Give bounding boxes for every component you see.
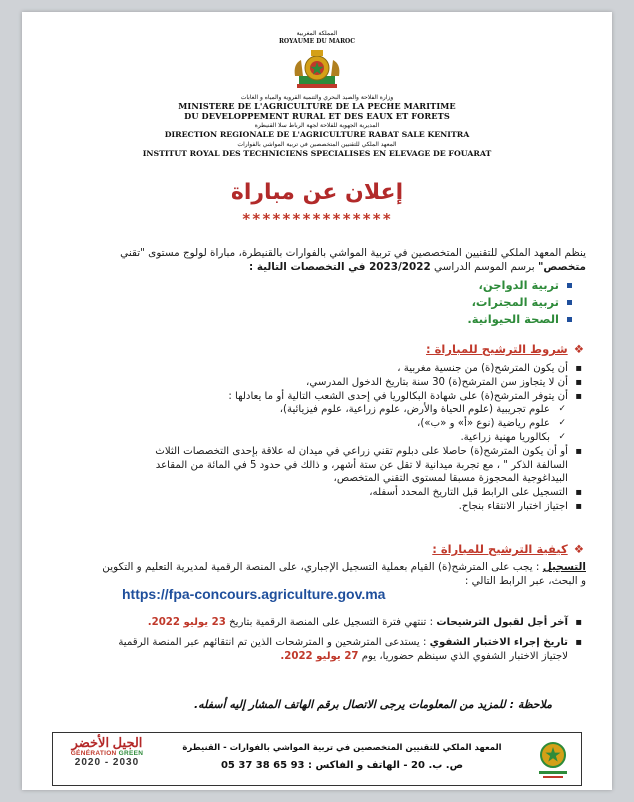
condition-selection-exam: ▪ اجتياز اختبار الانتقاء بنجاح. (42, 500, 582, 514)
bullet-square-icon (567, 283, 572, 288)
dates-list (42, 616, 582, 663)
ministry-fr-line1: MINISTERE DE L'AGRICULTURE DE LA PECHE MARITIME (178, 101, 456, 111)
conditions-heading: ❖شروط الترشيح للمباراة : (426, 342, 584, 356)
diamond-bullet-icon: ❖ (573, 342, 584, 356)
direction-fr: DIRECTION REGIONALE DE L'AGRICULTURE RABAT SALE KENITRA (164, 130, 470, 139)
condition-baccalaureate: ▪ أن يتوفر المترشح(ة) على شهادة البكالوريا في إحدى الشعب التالية أو ما يعادلها : (42, 390, 582, 404)
footer-contact (163, 739, 521, 775)
registration-link[interactable]: https://fpa-concours.agriculture.gov.ma (122, 586, 386, 602)
application-heading: ❖كيفية الترشيح للمباراة : (432, 542, 584, 556)
deadline-item: ▪ آخر أجل لقبول الترشيحات : تنتهي فترة التسجيل على المنصة الرقمية بتاريخ 23 يوليو 2022. (42, 616, 582, 630)
page-title: إعلان عن مباراة (230, 180, 404, 205)
registration-paragraph: التسجيل : يجب على المترشح(ة) القيام بعملية التسجيل الإجباري، على المنصة الرقمية لمديرية التعليم و التكوين و البحث، عبر الرابط التالي : (102, 561, 586, 587)
conditions-list (42, 362, 582, 514)
bac-option-professional: ✓ بكالوريا مهنية زراعية. (42, 431, 582, 445)
oral-exam-item: ▪ تاريخ إجراء الاختبار الشفوي : يستدعى المترشحين و المترشحات الذين تم انتقائهم عبر المنصة الرقمية لاجتياز الاختبار الشفوي الذي سينظم حضوريا، يوم 27 يوليو 2022. (42, 636, 582, 664)
condition-diploma: ▪ أو أن يكون المترشح(ة) حاصلا على دبلوم تقني زراعي في ميدان له علاقة بإحدى التخصصات الثلاث السالفة الذكر " ، مع تجربة ميدانية لا تقل عن ستة أشهر، و ذالك في حدود 5 في المائة من المقاعد البيداغوجية المحجوزة مسبقا لمستوى التقني المتخصص، (42, 445, 582, 486)
intro-line-2: متخصص" برسم الموسم الدراسي 2023/2022 في التخصصات التالية : (249, 261, 586, 273)
title-stars-divider: *************** (241, 210, 393, 228)
institute-ar: المعهد الملكي للتقنيين المتخصصين في تربية المواشي بالفوارات (237, 141, 397, 148)
condition-age: ▪ أن لا يتجاوز سن المترشح(ة) 30 سنة بتاريخ الدخول المدرسي، (42, 376, 582, 390)
kingdom-fr: ROYAUME DU MAROC (278, 38, 356, 45)
institute-fr: INSTITUT ROYAL DES TECHNICIENS SPECIALISES EN ELEVAGE DE FOUARAT (142, 149, 492, 158)
intro-paragraph (42, 246, 586, 274)
ministry-fr-line2: DU DEVELOPPEMENT RURAL ET DES EAUX ET FORETS (184, 111, 450, 121)
footer (52, 732, 582, 786)
generation-green-logo (57, 735, 157, 783)
announcement-page (22, 12, 612, 790)
direction-ar: المديرية الجهوية للفلاحة لجهة الرباط سلا القنيطرة (254, 122, 380, 129)
institute-emblem-icon (533, 737, 573, 781)
specialty-poultry: تربية الدواجن، (479, 278, 572, 292)
kingdom-ar: المملكة المغربية (296, 30, 338, 37)
bac-option-math: ✓ علوم رياضية (نوع «أ» و «ب»)، (42, 417, 582, 431)
condition-nationality: ▪ أن يكون المترشح(ة) من جنسية مغربية ، (42, 362, 582, 376)
intro-line-1: ينظم المعهد الملكي للتقنيين المتخصصين في تربية المواشي بالفوارات بالقنيطرة، مباراة لولوج مستوى "تقني (120, 247, 586, 259)
bac-option-experimental: ✓ علوم تجريبية (علوم الحياة والأرض، علوم زراعية، علوم فيزيائية)، (42, 403, 582, 417)
condition-registration: ▪ التسجيل على الرابط قبل التاريخ المحدد أسفله، (42, 486, 582, 500)
specialty-animal-health: الصحة الحيوانية. (467, 312, 572, 326)
bullet-square-icon (567, 317, 572, 322)
bullet-square-icon (567, 300, 572, 305)
specialty-ruminants: تربية المجترات، (472, 295, 572, 309)
diamond-bullet-icon: ❖ (573, 542, 584, 556)
generation-green-years: 2020 - 2030 (74, 757, 140, 768)
moroccan-coat-of-arms-icon (291, 46, 343, 92)
ministry-ar: وزارة الفلاحة والصيد البحري والتنمية القروية والمياه و الغابات (240, 94, 394, 101)
generation-green-fr: GÉNÉRATION GREEN (70, 750, 144, 757)
footer-institute-name: المعهد الملكي للتقنيين المتخصصين في تربية المواشي بالفوارات - القنيطرة (182, 743, 502, 753)
generation-green-ar: الجيل الأخضر (71, 735, 143, 750)
contact-note: ملاحظة : للمزيد من المعلومات يرجى الاتصال برقم الهاتف المشار إليه أسفله. (193, 698, 552, 711)
footer-address-phone: ص. ب. 20 - الهاتف و الفاكس : 93 65 38 37 05 (220, 760, 464, 771)
